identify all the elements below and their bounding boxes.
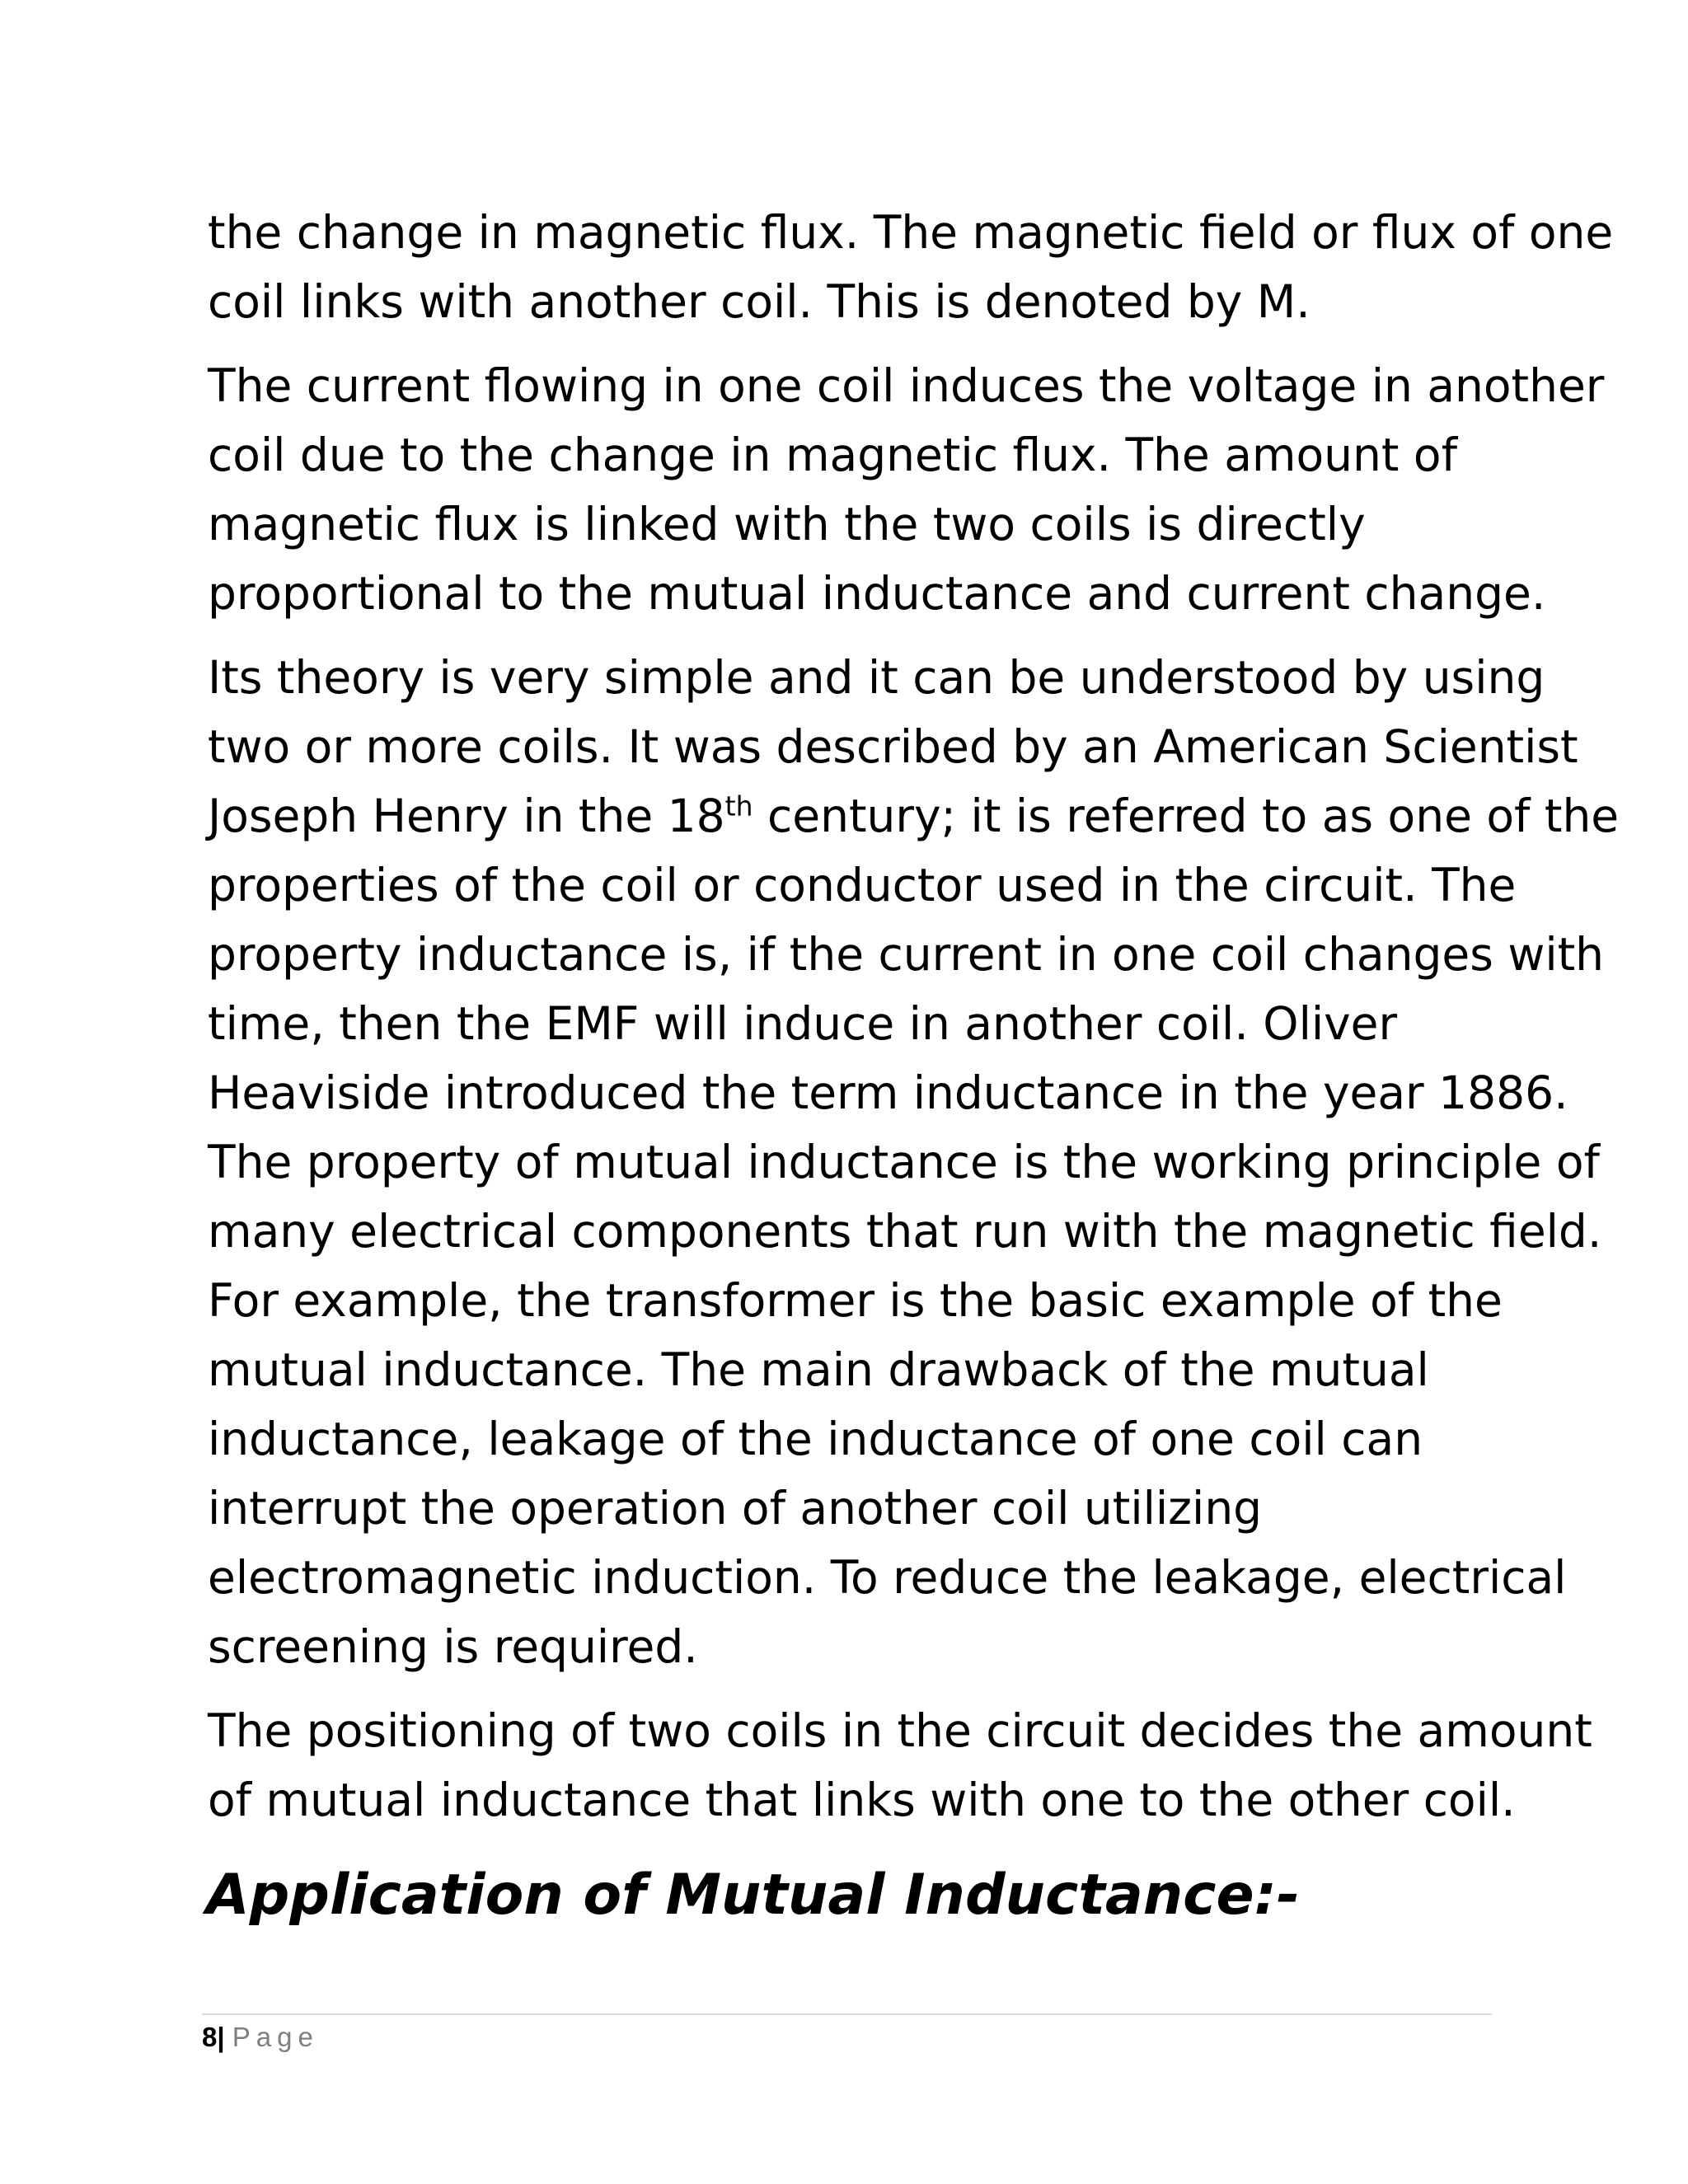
- text-line: screening is required.: [208, 1620, 698, 1673]
- text-line: inductance, leakage of the inductance of one coil can: [208, 1413, 1423, 1465]
- page-label: Page: [232, 2022, 319, 2052]
- footer-divider: [202, 2013, 1492, 2015]
- paragraph-3: [208, 643, 1620, 1681]
- text-line: of mutual inductance that links with one to the other coil.: [208, 1774, 1516, 1826]
- ordinal-superscript: th: [724, 790, 753, 823]
- text-line: Its theory is very simple and it can be understood by using: [208, 651, 1545, 704]
- document-body: [208, 198, 1620, 1849]
- page-number: 8: [202, 2022, 218, 2052]
- text-line: electromagnetic induction. To reduce the leakage, electrical: [208, 1551, 1567, 1604]
- text-line: The positioning of two coils in the circuit decides the amount: [208, 1704, 1592, 1757]
- text-line: the change in magnetic flux. The magnetic field or flux of one: [208, 206, 1614, 259]
- footer-separator: |: [217, 2022, 225, 2052]
- text-line: magnetic flux is linked with the two coils is directly: [208, 498, 1366, 551]
- text-line: coil links with another coil. This is denoted by M.: [208, 275, 1311, 328]
- text-line: The current flowing in one coil induces the voltage in another: [208, 359, 1605, 412]
- text-line: The property of mutual inductance is the working principle of: [208, 1136, 1600, 1188]
- text-line: properties of the coil or conductor used in the circuit. The: [208, 859, 1517, 912]
- page-footer: [202, 2019, 319, 2055]
- text-line: time, then the EMF will induce in another coil. Oliver: [208, 997, 1398, 1050]
- text-line: Heaviside introduced the term inductance in the year 1886.: [208, 1066, 1568, 1119]
- text-segment: century; it is referred to as one of the: [753, 790, 1620, 842]
- text-line: two or more coils. It was described by an American Scientist: [208, 720, 1578, 773]
- text-line: coil due to the change in magnetic flux. The amount of: [208, 429, 1457, 481]
- section-heading: Application of Mutual Inductance:-: [206, 1863, 1300, 1928]
- text-line: For example, the transformer is the basic example of the: [208, 1274, 1503, 1327]
- text-line: interrupt the operation of another coil utilizing: [208, 1482, 1263, 1535]
- text-line: mutual inductance. The main drawback of the mutual: [208, 1343, 1429, 1396]
- paragraph-2: [208, 351, 1605, 628]
- text-line: proportional to the mutual inductance and current change.: [208, 567, 1546, 620]
- paragraph-4: [208, 1696, 1592, 1835]
- text-line: many electrical components that run with the magnetic field.: [208, 1205, 1602, 1258]
- text-line: property inductance is, if the current in one coil changes with: [208, 928, 1605, 981]
- text-line-with-superscript: [208, 781, 1620, 851]
- text-segment: Joseph Henry in the 18: [208, 790, 725, 842]
- paragraph-1: [208, 198, 1614, 336]
